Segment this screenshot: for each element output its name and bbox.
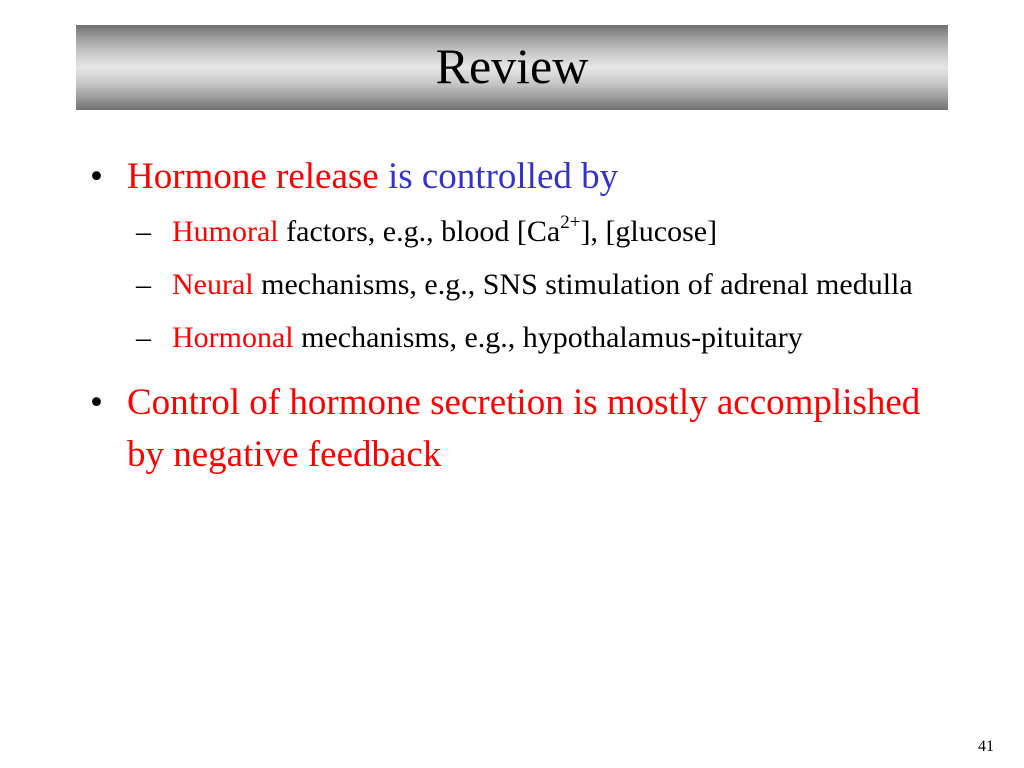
subitem-text: factors, e.g., blood [Ca — [286, 215, 561, 248]
bullet-marker: • — [90, 382, 103, 423]
slide-title: Review — [435, 37, 589, 94]
dash-marker: – — [136, 321, 151, 354]
bullet-marker: • — [90, 156, 103, 197]
bullet-emphasis: Hormone release — [127, 156, 379, 197]
bullet-text: Control of hormone secretion is mostly accomplished by negative feedback — [127, 382, 921, 475]
subitem-hormonal — [90, 315, 950, 361]
title-bar — [76, 25, 948, 110]
subitem-text: mechanisms, e.g., SNS stimulation of adrenal medulla — [261, 268, 913, 301]
slide-content — [90, 155, 950, 481]
subitem-emphasis: Humoral — [172, 215, 279, 248]
bullet-item-hormone-release — [90, 155, 950, 199]
subitem-text-end: ], [glucose] — [580, 215, 718, 248]
bullet-text: is controlled by — [387, 156, 619, 197]
superscript-charge: 2+ — [560, 212, 581, 233]
dash-marker: – — [136, 268, 151, 301]
subitem-neural — [90, 262, 950, 308]
subitem-text: mechanisms, e.g., hypothalamus-pituitary — [301, 321, 803, 354]
subitem-emphasis: Neural — [172, 268, 254, 301]
dash-marker: – — [136, 215, 151, 248]
bullet-item-negative-feedback — [90, 377, 950, 481]
subitem-humoral — [90, 209, 950, 255]
subitem-emphasis: Hormonal — [172, 321, 294, 354]
page-number: 41 — [978, 738, 994, 755]
